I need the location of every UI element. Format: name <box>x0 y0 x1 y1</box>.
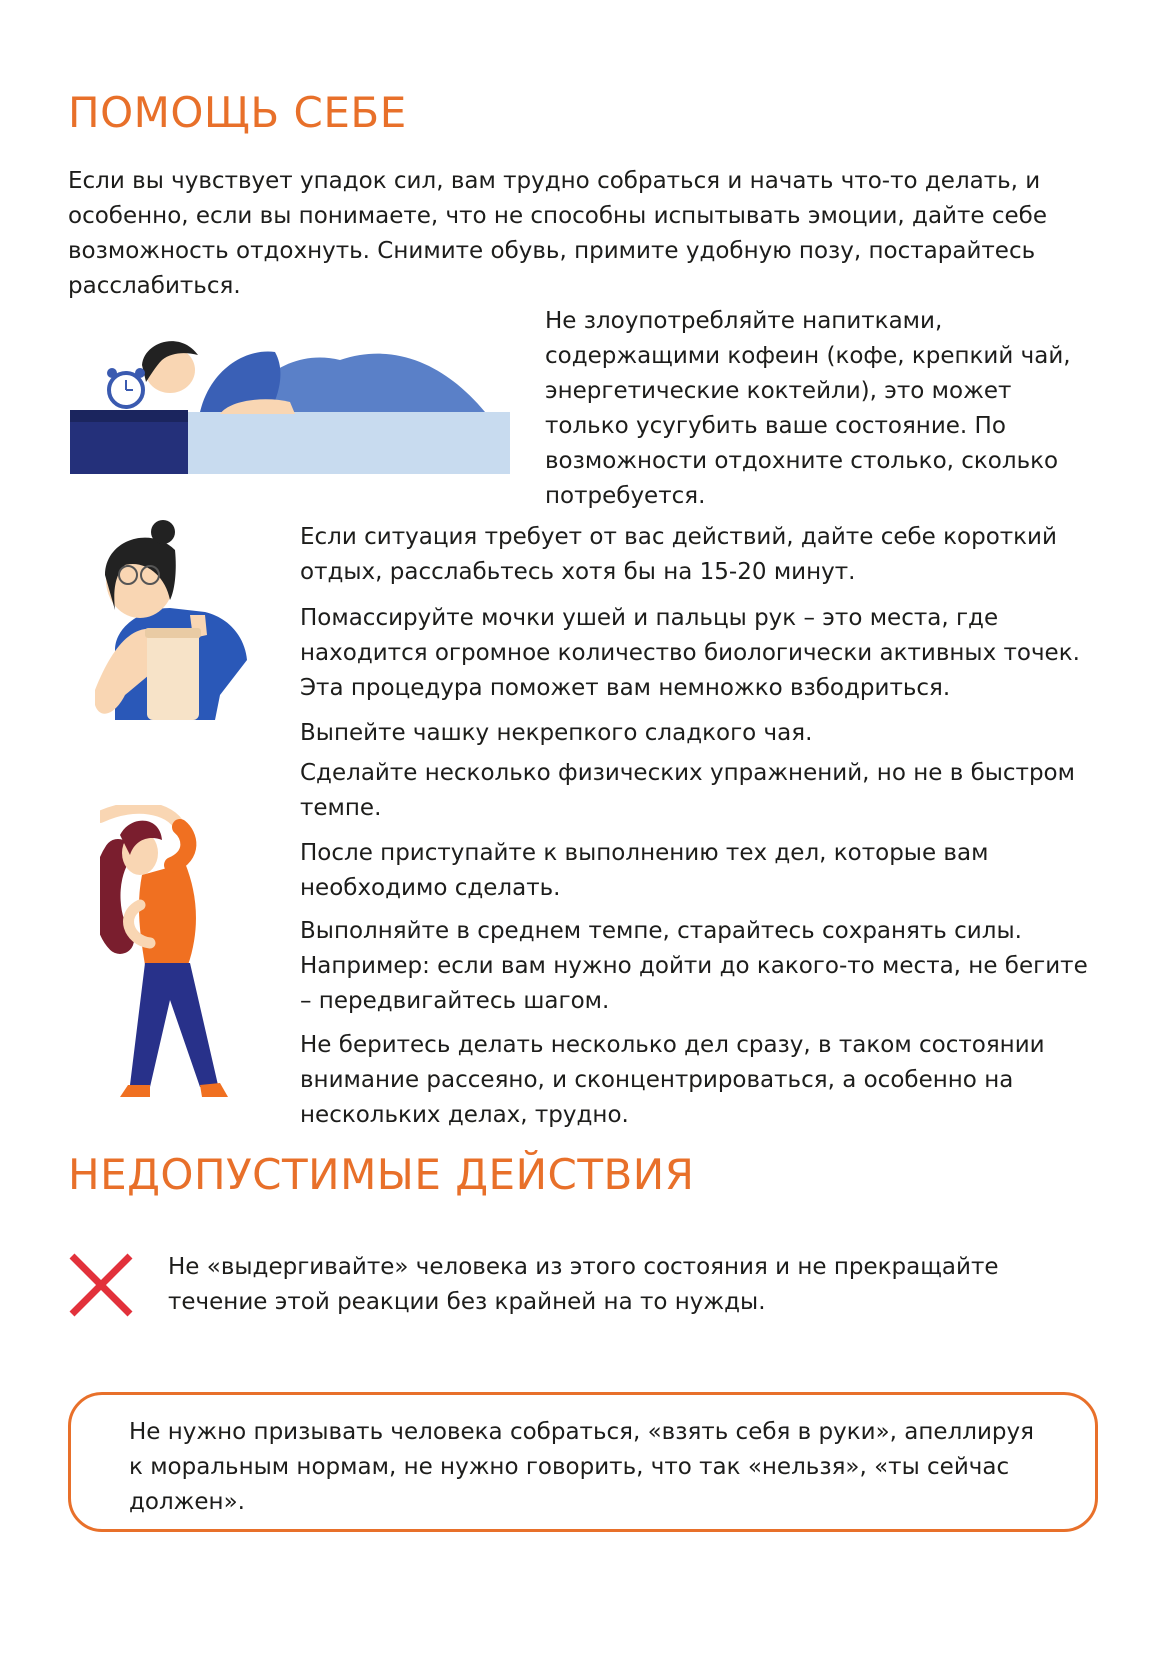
pace-paragraph: Выполняйте в среднем темпе, старайтесь сохранять силы. Например: если вам нужно дойти до какого-то места, не бегите – передвигайтесь шагом. <box>300 918 1088 1014</box>
multitask-paragraph: Не беритесь делать несколько дел сразу, в таком состоянии внимание рассеяно, и сконцентрироваться, а особенно на нескольких делах, трудно. <box>300 1032 1045 1128</box>
tired-person-with-cup-illustration <box>95 520 265 725</box>
exercise-paragraph: Сделайте несколько физических упражнений, но не в быстром темпе. <box>300 760 1075 821</box>
section-title-forbidden: НЕДОПУСТИМЫЕ ДЕЙСТВИЯ <box>68 1150 695 1199</box>
cross-icon <box>66 1250 136 1320</box>
sleeping-person-illustration <box>70 330 515 480</box>
callout-box <box>68 1392 1098 1532</box>
caffeine-paragraph: Не злоупотребляйте напитками, содержащими кофеин (кофе, крепкий чай, энергетические коктейли), это может только усугубить ваше состояние. По возможности отдохните столько, сколько потребуется. <box>545 308 1071 509</box>
massage-paragraph: Помассируйте мочки ушей и пальцы рук – это места, где находится огромное количество биологически активных точек. Эта процедура поможет вам немножко взбодриться. <box>300 605 1080 701</box>
exercising-woman-illustration <box>100 805 260 1105</box>
dont-interrupt-paragraph: Не «выдергивайте» человека из этого состояния и не прекращайте течение этой реакции без крайней на то нужды. <box>168 1254 999 1315</box>
short-rest-paragraph: Если ситуация требует от вас действий, дайте себе короткий отдых, расслабьтесь хотя бы на 15-20 минут. <box>300 524 1057 585</box>
section-title-self-help: ПОМОЩЬ СЕБЕ <box>68 88 407 137</box>
callout-text: Не нужно призывать человека собраться, «взять себя в руки», апеллируя к моральным нормам, не нужно говорить, что так «нельзя», «ты сейчас должен». <box>129 1419 1034 1515</box>
intro-paragraph: Если вы чувствует упадок сил, вам трудно собраться и начать что-то делать, и особенно, если вы понимаете, что не способны испытывать эмоции, дайте себе возможность отдохнуть. Снимите обувь, примите удобную позу, постарайтесь расслабиться. <box>68 168 1047 299</box>
after-paragraph: После приступайте к выполнению тех дел, которые вам необходимо сделать. <box>300 840 989 901</box>
alarm-clock-icon <box>107 368 145 407</box>
tea-paragraph: Выпейте чашку некрепкого сладкого чая. <box>300 720 813 746</box>
